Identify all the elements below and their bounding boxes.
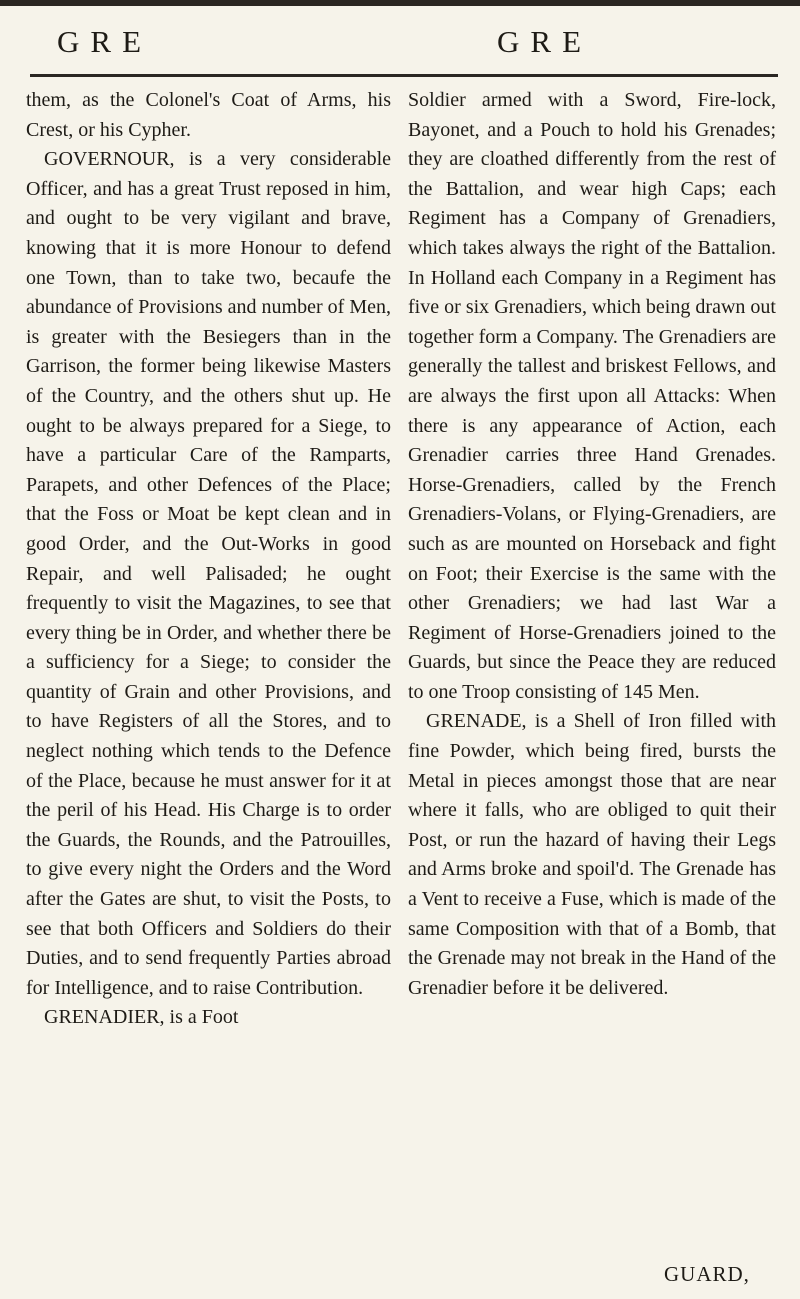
entry-grenade: GRENADE, is a Shell of Iron filled with fine Powder, which being fired, bursts the Metal in pieces amongst those that are near where it falls, who are obliged to quit their Post, or run the hazard of having their Legs and Arms broke and spoil'd. The Grenade has a Vent to receive a Fuse, which is made of the same Composition with that of a Bomb, that the Grenade may not break in the Hand of the Grenadier before it be delivered.	[408, 710, 776, 999]
header-rule	[30, 74, 778, 77]
entry-governour: GOVERNOUR, is a very considerable Officer, and has a great Trust reposed in him, and ought to be very vigilant and brave, knowing that it is more Honour to defend one Town, than to take two, becaufe the abundance of Provisions and number of Men, is greater with the Besiegers than in the Garrison, the former being likewise Masters of the Country, and the others shut up. He ought to be always prepared for a Siege, to have a particular Care of the Ramparts, Parapets, and other Defences of the Place; that the Foss or Moat be kept clean and in good Order, and the Out-Works in good Repair, and well Palisaded; he ought frequently to visit the Magazines, to see that every thing be in Order, and whether there be a sufficiency for a Siege; to consider the quantity of Grain and other Provisions, and to have Registers of all the Stores, and to neglect nothing which tends to the Defence of the Place, because he must answer for it at the peril of his Head. His Charge is to order the Guards, the Rounds, and the Patrouilles, to give every night the Orders and the Word after the Gates are shut, to visit the Posts, to see that both Officers and Soldiers do their Duties, and to send frequently Parties abroad for Intelligence, and to raise Contribution.	[26, 148, 391, 999]
entry-grenadier-continued: Soldier armed with a Sword, Fire-lock, Bayonet, and a Pouch to hold his Grenades; they are cloathed differently from the rest of the Battalion, and wear high Caps; each Regiment has a Company of Grenadiers, which takes always the right of the Battalion. In Holland each Company in a Regiment has five or six Grenadiers, which being drawn out together form a Company. The Grenadiers are generally the tallest and briskest Fellows, and are always the first upon all Attacks: When there is any appearance of Action, each Grenadier carries three Hand Grenades. Horse-Grenadiers, called by the French Grenadiers-Volans, or Flying-Grenadiers, are such as are mounted on Horseback and fight on Foot; their Exercise is the same with the other Grenadiers; we had last War a Regiment of Horse-Grenadiers joined to the Guards, but since the Peace they are reduced to one Troop consisting of 145 Men.	[408, 89, 776, 703]
running-head-right: GRE	[497, 24, 592, 59]
left-column	[26, 86, 391, 1033]
right-column	[408, 86, 776, 1003]
left-paragraph-continued: them, as the Colonel's Coat of Arms, his Crest, or his Cypher.	[26, 89, 391, 141]
top-border	[0, 0, 800, 6]
running-head	[0, 20, 800, 64]
entry-grenadier-start: GRENADIER, is a Foot	[44, 1006, 239, 1029]
running-head-left: GRE	[57, 24, 152, 59]
catchword: GUARD,	[664, 1262, 750, 1286]
